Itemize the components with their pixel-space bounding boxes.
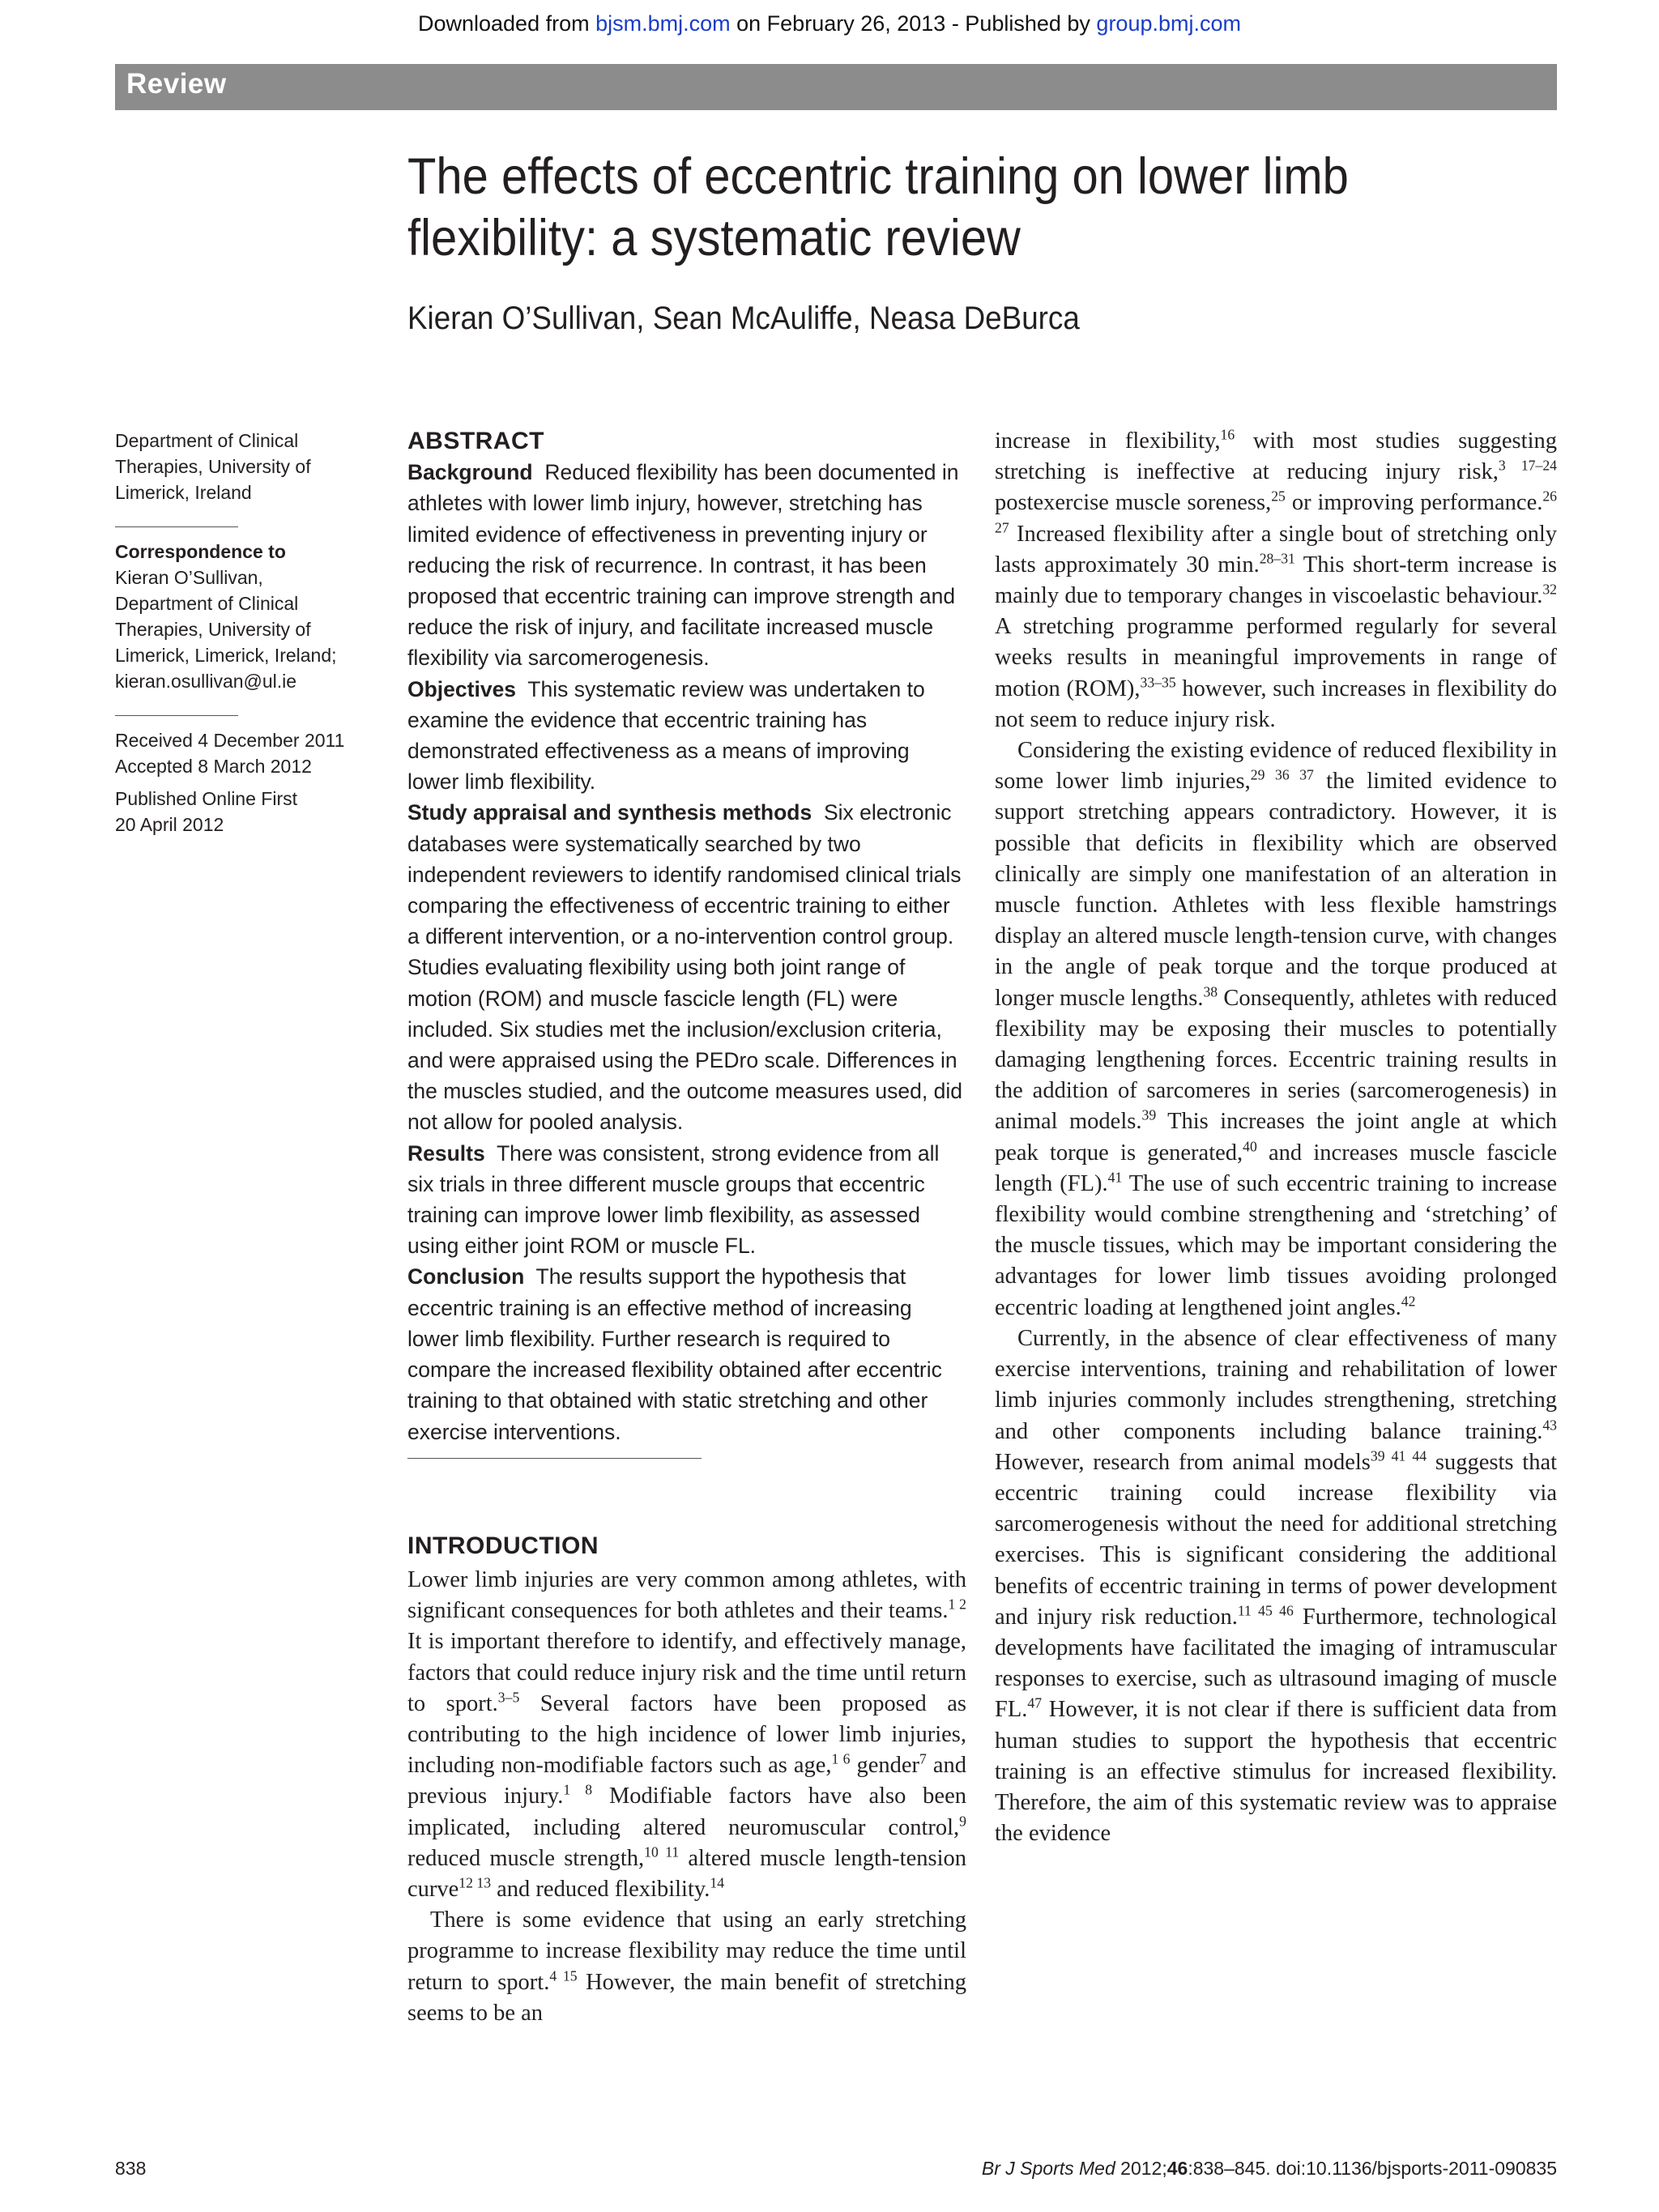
text-run: Increased flexibility after a single bout of stretching only lasts approximately 30 min. <box>995 521 1557 578</box>
citation[interactable]: 9 <box>959 1813 966 1830</box>
introduction-heading: INTRODUCTION <box>407 1532 599 1559</box>
abstract-objectives <box>407 674 966 798</box>
citation[interactable]: 47 <box>1027 1694 1043 1711</box>
citation[interactable]: 25 <box>1271 488 1286 505</box>
methods-text: Six electronic databases were systematically searched by two independent reviewers to identify randomised clinical trials comparing the effectiveness of eccentric training to either a different intervention, or a no-intervention control group. Studies evaluating flexibility using both joint range of motion (ROM) and muscle fascicle length (FL) were included. Six studies met the inclusion/exclusion criteria, and were appraised using the PEDro scale. Differences in the muscles studied, and the outcome measures used, did not allow for pooled analysis. <box>407 800 962 1135</box>
text-run: increase in flexibility, <box>995 428 1221 454</box>
text-run: The use of such eccentric training to increase flexibility would combine strengthening and ‘stretching’ of the muscle tissues, which may be important considering the advantages for lower limb tissues avoiding prolonged eccentric loading at lengthened joint angles. <box>995 1170 1557 1320</box>
abstract-conclusion <box>407 1261 966 1447</box>
results-text: There was consistent, strong evidence from all six trials in three different muscle groups that eccentric training can improve lower limb flexibility, as assessed using either joint ROM or muscle FL. <box>407 1140 940 1259</box>
text-run: Furthermore, technological developments have facilitated the imaging of intramuscular responses to exercise, such as ultrasound imaging of muscle FL. <box>995 1604 1557 1723</box>
article-authors: Kieran O’Sullivan, Sean McAuliffe, Neasa DeBurca <box>407 300 1080 336</box>
text-run: the limited evidence to support stretching appears contradictory. However, it is possible that deficits in flexibility which are observed clinically are simply one manifestation of an alteration in muscle function. Athletes with less flexible hamstrings display an altered muscle length-tension curve, with changes in the angle of peak torque and the torque produced at longer muscle lengths. <box>995 769 1557 1011</box>
text-run: This short-term increase is mainly due to temporary changes in viscoelastic behaviour. <box>995 552 1558 609</box>
text-run: Currently, in the absence of clear effectiveness of many exercise interventions, training and rehabilitation of lower limb injuries commonly includes strengthening, stretching and other components including balance training. <box>995 1325 1557 1444</box>
citation-year: 2012; <box>1115 2158 1167 2179</box>
text-run: postexercise muscle soreness, <box>995 490 1272 516</box>
citation[interactable]: 3–5 <box>497 1689 520 1706</box>
dates <box>115 727 358 779</box>
right-paragraph-3 <box>995 1323 1557 1849</box>
right-column <box>995 426 1557 1849</box>
sidebar-divider <box>115 526 238 527</box>
text-run: This increases the joint angle at which peak torque is generated, <box>995 1109 1557 1166</box>
citation[interactable]: 40 <box>1243 1138 1257 1155</box>
abstract <box>407 426 966 1447</box>
text-run: Consequently, athletes with reduced flexibility may be exposing their muscles to potentially damaging lengthening forces. Eccentric training results in the addition of sarcomeres in series (sarcomerogenesis) in animal models. <box>995 985 1557 1135</box>
citation[interactable]: 1 8 <box>563 1781 593 1798</box>
objectives-label: Objectives <box>407 676 517 701</box>
intro-paragraph-1 <box>407 1565 966 1905</box>
publisher-link[interactable]: group.bmj.com <box>1096 11 1241 36</box>
citation[interactable]: 12 13 <box>458 1874 492 1891</box>
abstract-background <box>407 457 966 673</box>
text-run: It is important therefore to identify, and effectively manage, factors that could reduce injury risk and the time until return to sport. <box>407 1629 966 1716</box>
text-run: gender <box>850 1753 920 1779</box>
citation[interactable]: 1 2 <box>948 1596 966 1613</box>
methods-label: Study appraisal and synthesis methods <box>407 800 812 825</box>
objectives-text: This systematic review was undertaken to examine the evidence that eccentric training has demonstrated effectiveness as a means of improving lower limb flexibility. <box>407 676 925 795</box>
text-run: Modifiable factors have also been implicated, including altered neuromuscular control, <box>407 1784 966 1840</box>
correspondence-label: Correspondence to <box>115 541 286 562</box>
citation[interactable]: 43 <box>1542 1416 1557 1433</box>
accepted-date: Accepted 8 March 2012 <box>115 756 312 777</box>
text-run: There is some evidence that using an early stretching programme to increase flexibility may reduce the time until return to sport. <box>407 1907 966 1995</box>
published-date: 20 April 2012 <box>115 814 224 835</box>
abstract-results <box>407 1138 966 1262</box>
abstract-methods <box>407 797 966 1137</box>
citation[interactable]: 10 11 <box>644 1843 680 1860</box>
download-notice <box>0 11 1659 36</box>
citation[interactable]: 14 <box>710 1874 725 1891</box>
citation[interactable]: 16 <box>1220 426 1235 443</box>
intro-paragraph-2 <box>407 1905 966 2029</box>
text-run: with most studies suggesting stretching is ineffective at reducing injury risk, <box>995 428 1557 485</box>
conclusion-label: Conclusion <box>407 1264 525 1289</box>
section-label: Review <box>126 68 227 100</box>
background-text: Reduced flexibility has been documented in athletes with lower limb injury, however, stretching has limited evidence of effectiveness in preventing injury or reducing the risk of recurrence. In contrast, it has been proposed that eccentric training can improve strength and reduce the risk of injury, and facilitate increased muscle flexibility via sarcomerogenesis. <box>407 460 959 671</box>
citation-volume: 46 <box>1166 2158 1188 2179</box>
sidebar <box>115 428 358 837</box>
citation[interactable]: 1 6 <box>831 1750 851 1767</box>
text-run: However, the main benefit of stretching seems to be an <box>407 1969 967 2026</box>
published-label: Published Online First <box>115 788 297 809</box>
conclusion-text: The results support the hypothesis that eccentric training is an effective method of increasing lower limb flexibility. Further research is required to compare the increased flexibility obtained after eccentric training to that obtained with static stretching and other exercise interventions. <box>407 1264 942 1444</box>
citation[interactable]: 39 <box>1141 1106 1157 1123</box>
text-run: or improving performance. <box>1285 490 1543 516</box>
citation[interactable]: 4 15 <box>549 1967 578 1984</box>
abstract-divider <box>407 1458 702 1459</box>
citation[interactable]: 28–31 <box>1259 550 1295 567</box>
published-online <box>115 786 358 837</box>
affiliation: Department of Clinical Therapies, University of Limerick, Ireland <box>115 430 311 503</box>
sidebar-divider <box>115 715 238 716</box>
introduction-section <box>407 1531 966 2029</box>
text-run: however, such increases in flexibility do not seem to reduce injury risk. <box>995 676 1558 732</box>
text-run: and increases muscle fascicle length (FL). <box>995 1140 1558 1196</box>
text-run: Several factors have been proposed as contributing to the high incidence of lower limb injuries, including non-modifiable factors such as age, <box>407 1690 966 1779</box>
citation[interactable]: 26 27 <box>995 488 1557 536</box>
results-label: Results <box>407 1140 485 1166</box>
text-run: Lower limb injuries are very common among athletes, with significant consequences for both athletes and their teams. <box>407 1567 966 1624</box>
citation-rest: :838–845. doi:10.1136/bjsports-2011-090835 <box>1188 2158 1557 2179</box>
background-label: Background <box>407 460 533 485</box>
citation[interactable]: 42 <box>1401 1293 1416 1310</box>
citation[interactable]: 32 <box>1542 581 1557 598</box>
text-run: and reduced flexibility. <box>491 1877 710 1903</box>
journal-name: Br J Sports Med <box>981 2158 1115 2179</box>
right-paragraph-1 <box>995 426 1557 735</box>
citation[interactable]: 3 17–24 <box>1498 457 1557 474</box>
received-date: Received 4 December 2011 <box>115 730 345 751</box>
correspondence-email[interactable]: kieran.osullivan@ul.ie <box>115 671 297 692</box>
citation[interactable]: 39 41 44 <box>1370 1447 1427 1464</box>
text-run: altered muscle length-tension curve <box>407 1845 966 1903</box>
citation[interactable]: 7 <box>919 1750 927 1767</box>
citation[interactable]: 38 <box>1203 983 1218 1000</box>
text-run: Considering the existing evidence of reduced flexibility in some lower limb injuries, <box>995 738 1557 795</box>
citation[interactable]: 33–35 <box>1140 674 1176 691</box>
citation[interactable]: 11 45 46 <box>1237 1602 1294 1619</box>
page-number: 838 <box>115 2158 147 2179</box>
bjsm-link[interactable]: bjsm.bmj.com <box>595 11 731 36</box>
text-run: and previous injury. <box>407 1753 967 1809</box>
citation[interactable]: 41 <box>1107 1169 1123 1186</box>
download-middle: on February 26, 2013 - Published by <box>730 11 1097 36</box>
correspondence <box>115 539 358 694</box>
text-run: However, research from animal models <box>995 1449 1371 1475</box>
right-paragraph-2 <box>995 735 1557 1323</box>
section-bar <box>115 64 1557 110</box>
text-run: reduced muscle strength, <box>407 1845 645 1871</box>
correspondence-text: Kieran O’Sullivan, Department of Clinical Therapies, University of Limerick, Limerick, Ireland; <box>115 567 337 666</box>
text-run: However, it is not clear if there is sufficient data from human studies to support the hypothesis that eccentric training is an effective stimulus for increased flexibility. Therefore, the aim of this systematic review was to appraise the evidence <box>995 1697 1557 1847</box>
download-prefix: Downloaded from <box>417 11 596 36</box>
abstract-heading: ABSTRACT <box>407 428 544 454</box>
citation[interactable]: 29 36 37 <box>1250 766 1314 783</box>
text-run: suggests that eccentric training could increase flexibility via sarcomerogenesis without the need for additional stretching exercises. This is significant considering the additional benefits of eccentric training in terms of power development and injury risk reduction. <box>995 1449 1558 1630</box>
text-run: A stretching programme performed regularly for several weeks results in meaningful improvements in range of motion (ROM), <box>995 614 1557 701</box>
journal-citation <box>982 2158 1557 2180</box>
article-title: The effects of eccentric training on lower limb flexibility: a systematic review <box>407 148 1349 266</box>
